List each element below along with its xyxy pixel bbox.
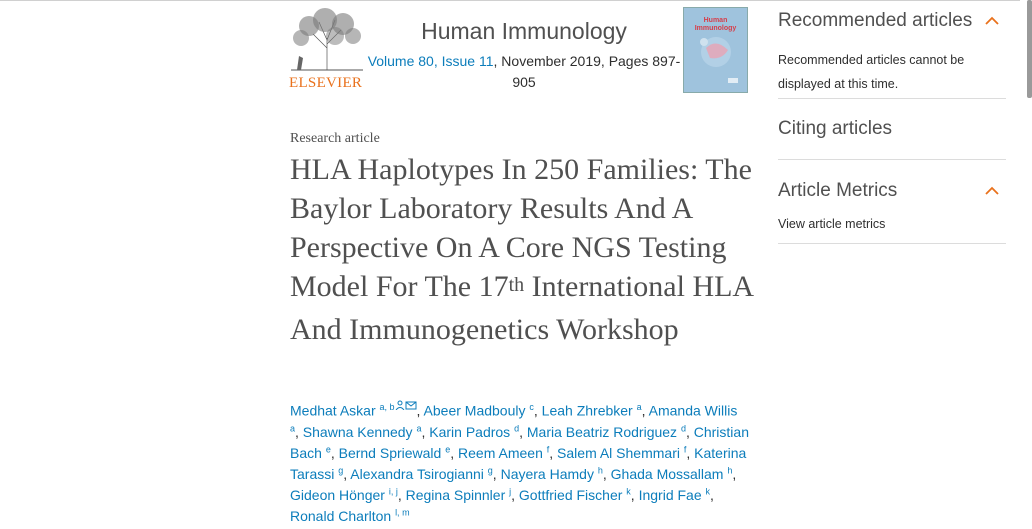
author-name[interactable]: Nayera Hamdy <box>500 465 594 482</box>
author-affiliation-marker[interactable]: a <box>416 423 422 433</box>
scrollbar[interactable] <box>1027 0 1032 98</box>
journal-cover-image[interactable] <box>683 7 748 93</box>
recommended-articles-section <box>778 6 1006 99</box>
author-affiliation-marker[interactable]: a <box>636 402 642 412</box>
author-affiliation-marker[interactable]: k <box>705 486 711 496</box>
article-title-main: HLA Haplotypes In 250 Families: The Baylor Laboratory Results And A Perspective On A Core NGS Testing Model For The 17 <box>290 153 752 303</box>
cover-art-icon <box>684 8 747 92</box>
author-name[interactable]: Ingrid Fae <box>638 486 702 503</box>
author-name[interactable]: Gideon Hönger <box>290 486 385 503</box>
author-name[interactable]: Karin Padros <box>429 423 511 440</box>
chevron-up-icon[interactable] <box>985 186 999 195</box>
author-name[interactable]: Shawna Kennedy <box>302 423 413 440</box>
author-affiliation-marker[interactable]: h <box>597 465 603 475</box>
article-metrics-section <box>778 160 1006 244</box>
author-affiliation-marker[interactable]: c <box>529 402 534 412</box>
citing-articles-section[interactable] <box>778 99 1006 160</box>
author-affiliation-marker[interactable]: a, b <box>379 402 395 412</box>
author-name[interactable]: Leah Zhrebker <box>541 402 633 419</box>
author-affiliation-marker[interactable]: i, j <box>388 486 398 496</box>
author-name[interactable]: Ronald Charlton <box>290 507 392 524</box>
article-metrics-heading[interactable]: Article Metrics <box>778 180 898 201</box>
article-type-label: Research article <box>290 131 380 146</box>
author-name[interactable]: Maria Beatriz Rodriguez <box>526 423 678 440</box>
author-name[interactable]: Alexandra Tsirogianni <box>350 465 484 482</box>
envelope-icon[interactable] <box>405 400 417 410</box>
elsevier-logo[interactable] <box>289 8 367 94</box>
cover-title: Human Immunology <box>694 17 737 32</box>
author-name[interactable]: Christian Bach <box>290 423 749 461</box>
author-affiliation-marker[interactable]: l, m <box>395 507 410 517</box>
article-title-superscript: th <box>508 274 525 296</box>
journal-title[interactable]: Human Immunology <box>421 18 627 44</box>
journal-header <box>366 18 682 93</box>
elsevier-wordmark: ELSEVIER <box>289 75 363 91</box>
author-name[interactable]: Reem Ameen <box>458 444 543 461</box>
author-name[interactable]: Amanda Willis <box>648 402 738 419</box>
view-article-metrics-link[interactable]: View article metrics <box>778 217 886 231</box>
author-affiliation-marker[interactable]: k <box>626 486 631 496</box>
journal-issue-info <box>366 51 682 93</box>
author-affiliation-marker[interactable]: g <box>487 465 493 475</box>
author-affiliation-marker[interactable]: g <box>338 465 344 475</box>
author-affiliation-marker[interactable]: d <box>680 423 686 433</box>
person-icon[interactable] <box>395 400 405 410</box>
browser-top-border <box>0 0 1020 5</box>
author-name[interactable]: Gottfried Fischer <box>518 486 623 503</box>
author-affiliation-marker[interactable]: a <box>290 423 296 433</box>
date-pages: , November 2019, Pages 897-905 <box>493 53 681 90</box>
volume-issue-link[interactable]: Volume 80, Issue 11 <box>367 53 494 69</box>
elsevier-tree-icon <box>289 8 365 72</box>
author-name[interactable]: Bernd Spriewald <box>338 444 442 461</box>
recommended-articles-heading[interactable]: Recommended articles <box>778 10 973 31</box>
author-affiliation-marker[interactable]: d <box>514 423 520 433</box>
citing-articles-heading[interactable]: Citing articles <box>778 118 893 139</box>
author-contact-icons <box>395 400 417 410</box>
author-name[interactable]: Abeer Madbouly <box>423 402 526 419</box>
author-affiliation-marker[interactable]: f <box>546 444 550 454</box>
author-name[interactable]: Katerina Tarassi <box>290 444 747 482</box>
author-affiliation-marker[interactable]: e <box>325 444 331 454</box>
article-title-end: International HLA And Immunogenetics Workshop <box>290 270 753 346</box>
author-affiliation-marker[interactable]: j <box>509 486 512 496</box>
recommended-articles-message: Recommended articles cannot be displayed at this time. <box>778 53 965 91</box>
article-title <box>290 150 760 349</box>
author-list: Medhat Askar $^{a, b}$ , Abeer Madbouly $^c$, Leah Zhrebker $^a$, Amanda Willis $^a$, Shawna Kennedy $^a$, Karin Padros $^d$, Maria Beatriz Rodriguez $^d$, Christian Bach $^e$, Bernd Spriewald $^e$, Reem Ameen $^f$, Salem Al Shemmari $^f$, Katerina Tarassi $^g$, Alexandra Tsirogianni $^g$, Nayera Hamdy $^h$, Ghada Mossallam $^h$, Gideon Hönger $^{i, j}$, Regina Spinnler $^j$, Gottfried Fischer $^k$, Ingrid Fae $^k$, Ronald Charlton $^{l, m}$ <box>290 402 749 524</box>
author-name[interactable]: Ghada Mossallam <box>610 465 724 482</box>
author-affiliation-marker[interactable]: e <box>445 444 451 454</box>
author-affiliation-marker[interactable]: f <box>683 444 687 454</box>
author-name[interactable]: Salem Al Shemmari <box>557 444 680 461</box>
author-name[interactable]: Regina Spinnler <box>405 486 506 503</box>
author-name[interactable]: Medhat Askar <box>290 402 376 419</box>
chevron-up-icon[interactable] <box>985 16 999 25</box>
author-affiliation-marker[interactable]: h <box>727 465 733 475</box>
